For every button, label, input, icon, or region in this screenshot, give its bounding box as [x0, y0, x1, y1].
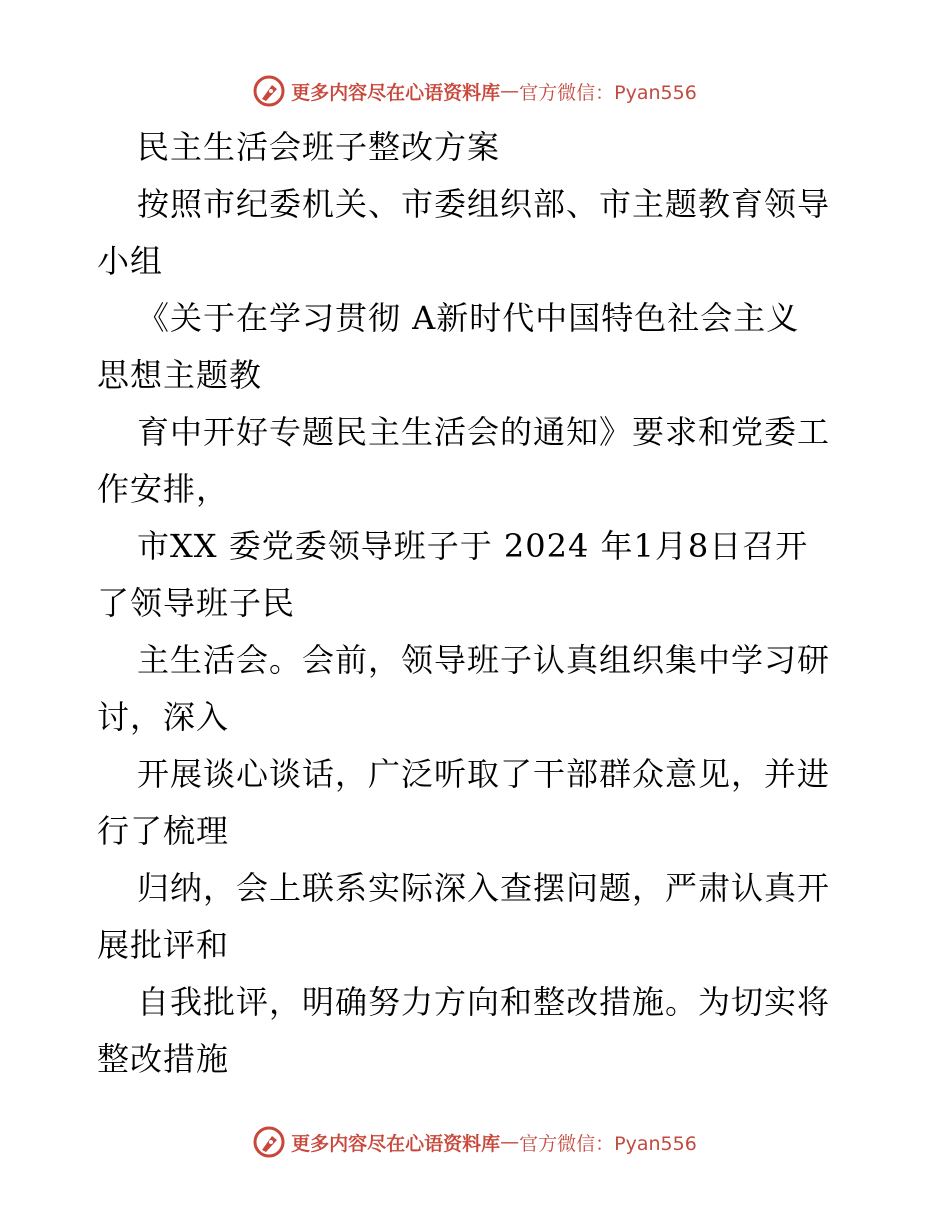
document-title: 民主生活会班子整改方案 — [137, 128, 501, 166]
footer-wechat-text: 官方微信：Pyan556 — [519, 1132, 697, 1155]
footer-banner — [0, 1122, 950, 1162]
document-line: 开展谈心谈话，广泛听取了干部群众意见，并进 — [137, 755, 831, 793]
document-line: 了领导班子民 — [97, 584, 296, 622]
document-line: 思想主题教 — [97, 356, 263, 394]
pen-nib-logo-icon — [253, 1126, 285, 1158]
header-banner — [0, 71, 950, 111]
document-line: 归纳，会上联系实际深入查摆问题，严肃认真开 — [137, 869, 831, 907]
document-line: 整改措施 — [97, 1040, 230, 1078]
header-brand-text: 更多内容尽在心语资料库 — [291, 81, 501, 104]
document-line: 育中开好专题民主生活会的通知》要求和党委工 — [137, 413, 831, 451]
document-line: 自我批评，明确努力方向和整改措施。为切实将 — [137, 983, 831, 1021]
pen-nib-logo-icon — [253, 75, 285, 107]
document-line: 行了梳理 — [97, 812, 230, 850]
document-line: 按照市纪委机关、市委组织部、市主题教育领导 — [137, 185, 831, 223]
footer-separator: — — [500, 1131, 520, 1153]
document-line: 《关于在学习贯彻 A新时代中国特色社会主义 — [137, 299, 800, 337]
document-body — [97, 119, 857, 1088]
document-line: 小组 — [97, 242, 164, 280]
document-line: 作安排， — [97, 470, 230, 508]
document-line: 市XX 委党委领导班子于 2024 年1月8日召开 — [137, 527, 809, 565]
header-separator: — — [500, 80, 520, 102]
document-line: 讨，深入 — [97, 698, 230, 736]
header-wechat-text: 官方微信：Pyan556 — [519, 81, 697, 104]
document-line: 主生活会。会前，领导班子认真组织集中学习研 — [137, 641, 831, 679]
footer-brand-text: 更多内容尽在心语资料库 — [291, 1132, 501, 1155]
document-line: 展批评和 — [97, 926, 230, 964]
